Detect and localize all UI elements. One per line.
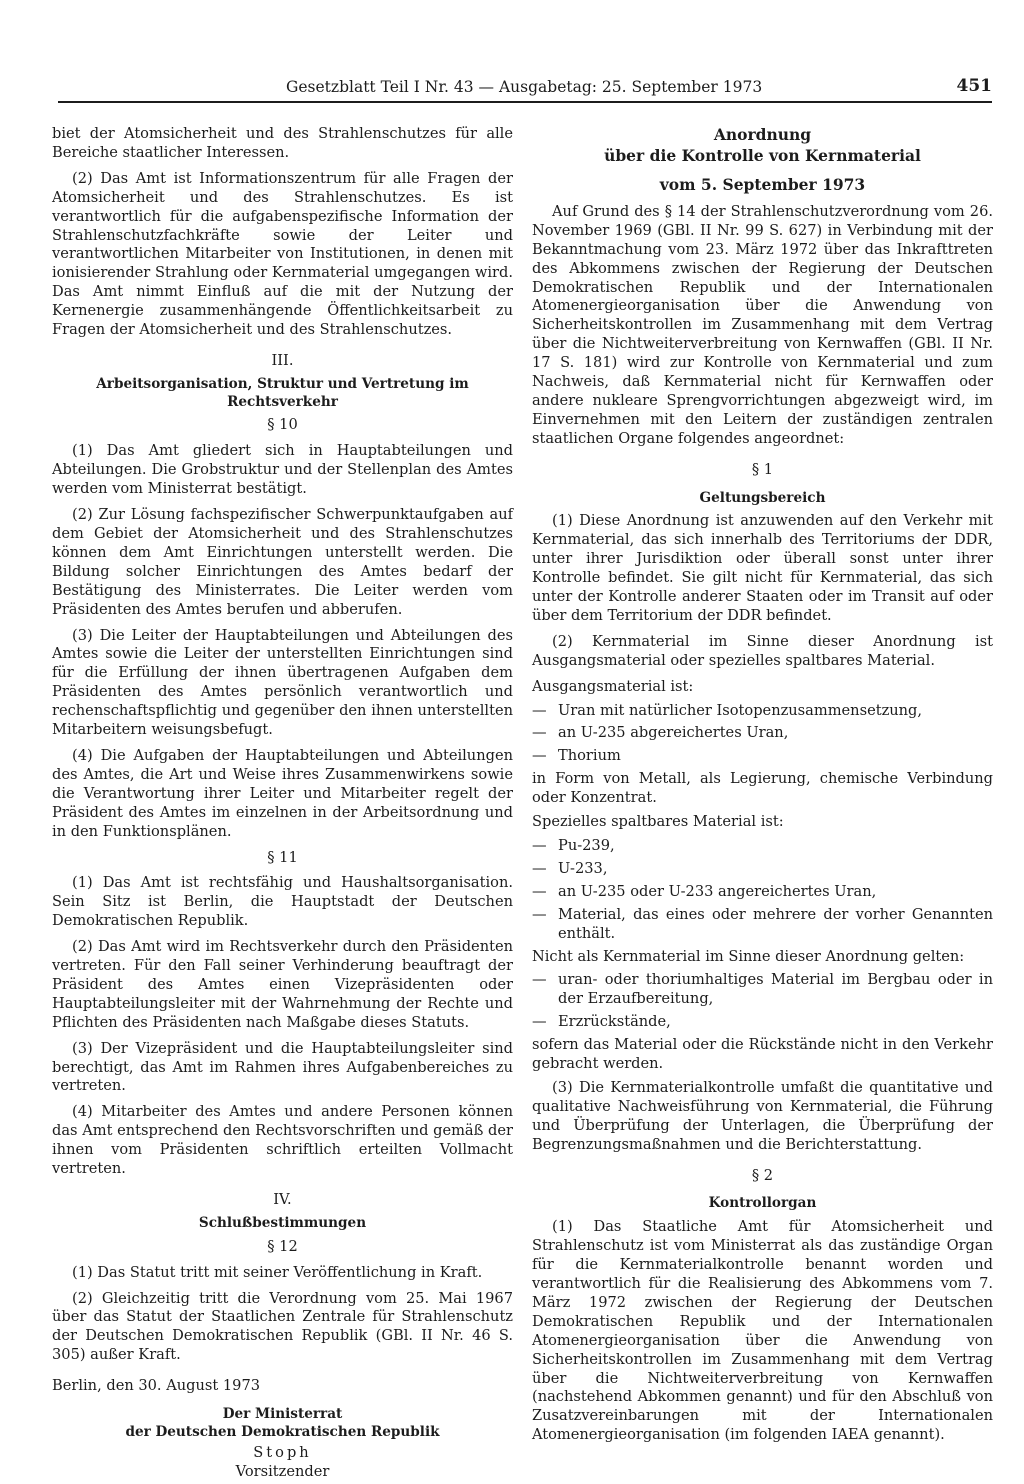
paragraph: (1) Das Statut tritt mit seiner Veröffentlichung in Kraft. (72, 1263, 483, 1281)
list-item-text: Erzrückstände, (558, 1013, 671, 1031)
signatory-role: Vorsitzender (235, 1462, 330, 1480)
section-title: Arbeitsorganisation, Struktur und Vertretung im Rechtsverkehr (96, 375, 469, 410)
list-item (532, 906, 993, 944)
paragraph-title: Kontrollorgan (708, 1195, 817, 1212)
document-subtitle: über die Kontrolle von Kernmaterial (604, 145, 921, 165)
list-item-text: an U-235 abgereichertes Uran, (558, 724, 789, 742)
paragraph: (3) Die Kernmaterialkontrolle umfaßt die quantitative und qualitative Nachweisführung von Kernmaterial, die Führung und Überprüfung der Unterlagen, die Überprüfung der Begrenzungsmaßnahmen und die Berichterstattung. (532, 1078, 993, 1153)
paragraph: in Form von Metall, als Legierung, chemische Verbindung oder Konzentrat. (532, 770, 993, 807)
list-item-text: U-233, (558, 859, 608, 877)
page-number: 451 (956, 76, 992, 96)
section-number: IV. (273, 1191, 292, 1208)
dash-marker: — (532, 971, 547, 989)
paragraph: (1) Diese Anordnung ist anzuwenden auf den Verkehr mit Kernmaterial, das sich innerhalb des Territoriums der DDR, unter ihrer Jurisdiktion oder überall sonst unter ihrer Kontrolle befindet. Sie gilt nicht für Kernmaterial, das sich unter der Kontrolle anderer Staaten oder im Transit auf oder über dem Territorium der DDR befindet. (532, 512, 993, 624)
list-item (532, 702, 993, 721)
dash-marker: — (532, 859, 547, 877)
header-rule (58, 101, 992, 103)
dash-list (532, 837, 993, 944)
list-item (532, 1013, 993, 1032)
list-item (532, 837, 993, 856)
dash-marker: — (532, 905, 547, 923)
page-header (58, 76, 992, 106)
dash-marker: — (532, 836, 547, 854)
list-item-text: uran- oder thoriumhaltiges Material im Bergbau oder in der Erzaufbereitung, (558, 971, 993, 1008)
header-title: Gesetzblatt Teil I Nr. 43 — Ausgabetag: 25. September 1973 (286, 78, 763, 96)
paragraph-title: Geltungsbereich (699, 489, 826, 506)
paragraph-number: § 2 (751, 1166, 774, 1184)
list-item (532, 747, 993, 766)
paragraph: (3) Die Leiter der Hauptabteilungen und Abteilungen des Amtes sowie die Leiter der unterstellten Einrichtungen sind für die Erfüllung der ihnen übertragenen Aufgaben dem Präsidenten des Amtes persönlich verantwortlich und rechenschaftspflichtig und gegenüber den ihnen unterstellten Mitarbeitern weisungsbefugt. (52, 626, 513, 739)
place-date: Berlin, den 30. August 1973 (52, 1377, 261, 1395)
paragraph: (2) Das Amt wird im Rechtsverkehr durch den Präsidenten vertreten. Für den Fall seiner Verhinderung beauftragt der Präsident des Amtes einen Vizepräsidenten oder Hauptabteilungsleiter mit der Wahrnehmung der Rechte und Pflichten des Präsidenten nach Maßgabe dieses Statuts. (52, 938, 513, 1031)
paragraph-number: § 10 (267, 416, 298, 434)
section-number: III. (271, 351, 294, 369)
dash-marker: — (532, 724, 547, 742)
left-column (52, 125, 513, 1481)
document-date: vom 5. September 1973 (659, 175, 866, 194)
list-item-text: Material, das eines oder mehrere der vorher Genannten enthält. (558, 905, 993, 942)
dash-marker: — (532, 747, 547, 765)
list-item-text: Pu-239, (558, 836, 615, 854)
paragraph: (2) Kernmaterial im Sinne dieser Anordnung ist Ausgangsmaterial oder spezielles spaltbares Material. (532, 632, 993, 669)
dash-marker: — (532, 1013, 547, 1031)
section-title: Schlußbestimmungen (198, 1214, 367, 1231)
right-column (532, 125, 993, 1452)
list-item (532, 971, 993, 1009)
paragraph: (1) Das Amt gliedert sich in Hauptabteilungen und Abteilungen. Die Grobstruktur und der Stellenplan des Amtes werden vom Ministerrat bestätigt. (52, 442, 513, 498)
paragraph: (1) Das Amt ist rechtsfähig und Haushaltsorganisation. Sein Sitz ist Berlin, die Hauptstadt der Deutschen Demokratischen Republik. (52, 874, 513, 930)
paragraph: biet der Atomsicherheit und des Strahlenschutzes für alle Bereiche staatlicher Interessen. (52, 125, 513, 161)
paragraph: (2) Zur Lösung fachspezifischer Schwerpunktaufgaben auf dem Gebiet der Atomsicherheit und des Strahlenschutzes können dem Amt Einrichtungen unterstellt werden. Die Bildung solcher Einrichtungen des Amtes bedarf der Bestätigung des Ministerrates. Die Leiter werden vom Präsidenten des Amtes berufen und abberufen. (52, 506, 513, 618)
paragraph: (3) Der Vizepräsident und die Hauptabteilungsleiter sind berechtigt, das Amt im Rahmen ihres Aufgabenbereiches zu vertreten. (52, 1039, 513, 1095)
list-label: Nicht als Kernmaterial im Sinne dieser Anordnung gelten: (532, 947, 965, 965)
list-item-text: Uran mit natürlicher Isotopenzusammensetzung, (558, 701, 923, 719)
signatory-organ: Der Ministerrat (222, 1406, 343, 1423)
paragraph: (1) Das Staatliche Amt für Atomsicherheit und Strahlenschutz ist vom Ministerrat als das zuständige Organ für die Kernmaterialkontrolle benannt worden und verantwortlich für die Realisierung des Abkommens vom 7. März 1972 zwischen der Regierung der Deutschen Demokratischen Republik und der Internationalen Atomenergieorganisation über die Anwendung von Sicherheitskontrollen im Zusammenhang mit dem Vertrag über die Nichtweiterverbreitung von Kernwaffen (nachstehend Abkommen genannt) und für den Abschluß von Zusatzvereinbarungen mit der Internationalen Atomenergieorganisation (im folgenden IAEA genannt). (532, 1218, 993, 1444)
document-title: Anordnung (713, 125, 812, 144)
paragraph: (2) Das Amt ist Informationszentrum für alle Fragen der Atomsicherheit und des Strahlenschutzes. Es ist verantwortlich für die aufgabenspezifische Information der Strahlenschutzfachkräfte sowie der Leiter und verantwortlichen Mitarbeiter von Institutionen, in denen mit ionisierender Strahlung oder Kernmaterial umgegangen wird. Das Amt nimmt Einfluß auf die mit der Nutzung der Kernenergie zusammenhängende Öffentlichkeitsarbeit zu Fragen der Atomsicherheit und des Strahlenschutzes. (52, 169, 513, 339)
dash-list (532, 971, 993, 1032)
paragraph-number: § 1 (751, 460, 774, 478)
list-label: Ausgangsmaterial ist: (532, 677, 694, 695)
paragraph-number: § 12 (267, 1237, 298, 1255)
paragraph: (2) Gleichzeitig tritt die Verordnung vom 25. Mai 1967 über das Statut der Staatlichen Zentrale für Strahlenschutz der Deutschen Demokratischen Republik (GBl. II Nr. 46 S. 305) außer Kraft. (52, 1289, 513, 1364)
list-item (532, 860, 993, 879)
list-item (532, 724, 993, 743)
paragraph: (4) Die Aufgaben der Hauptabteilungen und Abteilungen des Amtes, die Art und Weise ihres Zusammenwirkens sowie die Verantwortung ihrer Leiter und Mitarbeiter regelt der Präsident des Amtes im einzelnen in der Arbeitsordnung und in den Funktionsplänen. (52, 746, 513, 840)
paragraph-number: § 11 (267, 848, 298, 866)
dash-marker: — (532, 701, 547, 719)
dash-list (532, 702, 993, 767)
list-item-text: Thorium (558, 747, 621, 765)
signatory-organ: der Deutschen Demokratischen Republik (125, 1423, 440, 1440)
paragraph: sofern das Material oder die Rückstände nicht in den Verkehr gebracht werden. (532, 1036, 993, 1073)
list-item (532, 883, 993, 902)
dash-marker: — (532, 882, 547, 900)
preamble: Auf Grund des § 14 der Strahlenschutzverordnung vom 26. November 1969 (GBl. II Nr. 99 S. 627) in Verbindung mit der Bekanntmachung vom 23. März 1972 über das Inkrafttreten des Abkommens zwischen der Regierung der Deutschen Demokratischen Republik und der Internationalen Atomenergieorganisation über die Anwendung von Sicherheitskontrollen im Zusammenhang mit dem Vertrag über die Nichtweiterverbreitung von Kernwaffen (GBl. II Nr. 17 S. 181) wird zur Kontrolle von Kernmaterial und zum Nachweis, daß Kernmaterial nicht für Kernwaffen oder andere nukleare Sprengvorrichtungen abgezweigt wird, im Einvernehmen mit den Leitern der zuständigen zentralen staatlichen Organe folgendes angeordnet: (532, 202, 993, 447)
signatory-name: Stoph (253, 1443, 312, 1461)
list-item-text: an U-235 oder U-233 angereichertes Uran, (558, 882, 877, 900)
paragraph: (4) Mitarbeiter des Amtes und andere Personen können das Amt entsprechend den Rechtsvorschriften und gemäß der ihnen vom Präsidenten schriftlich erteilten Vollmacht vertreten. (52, 1103, 513, 1178)
list-label: Spezielles spaltbares Material ist: (532, 813, 784, 831)
